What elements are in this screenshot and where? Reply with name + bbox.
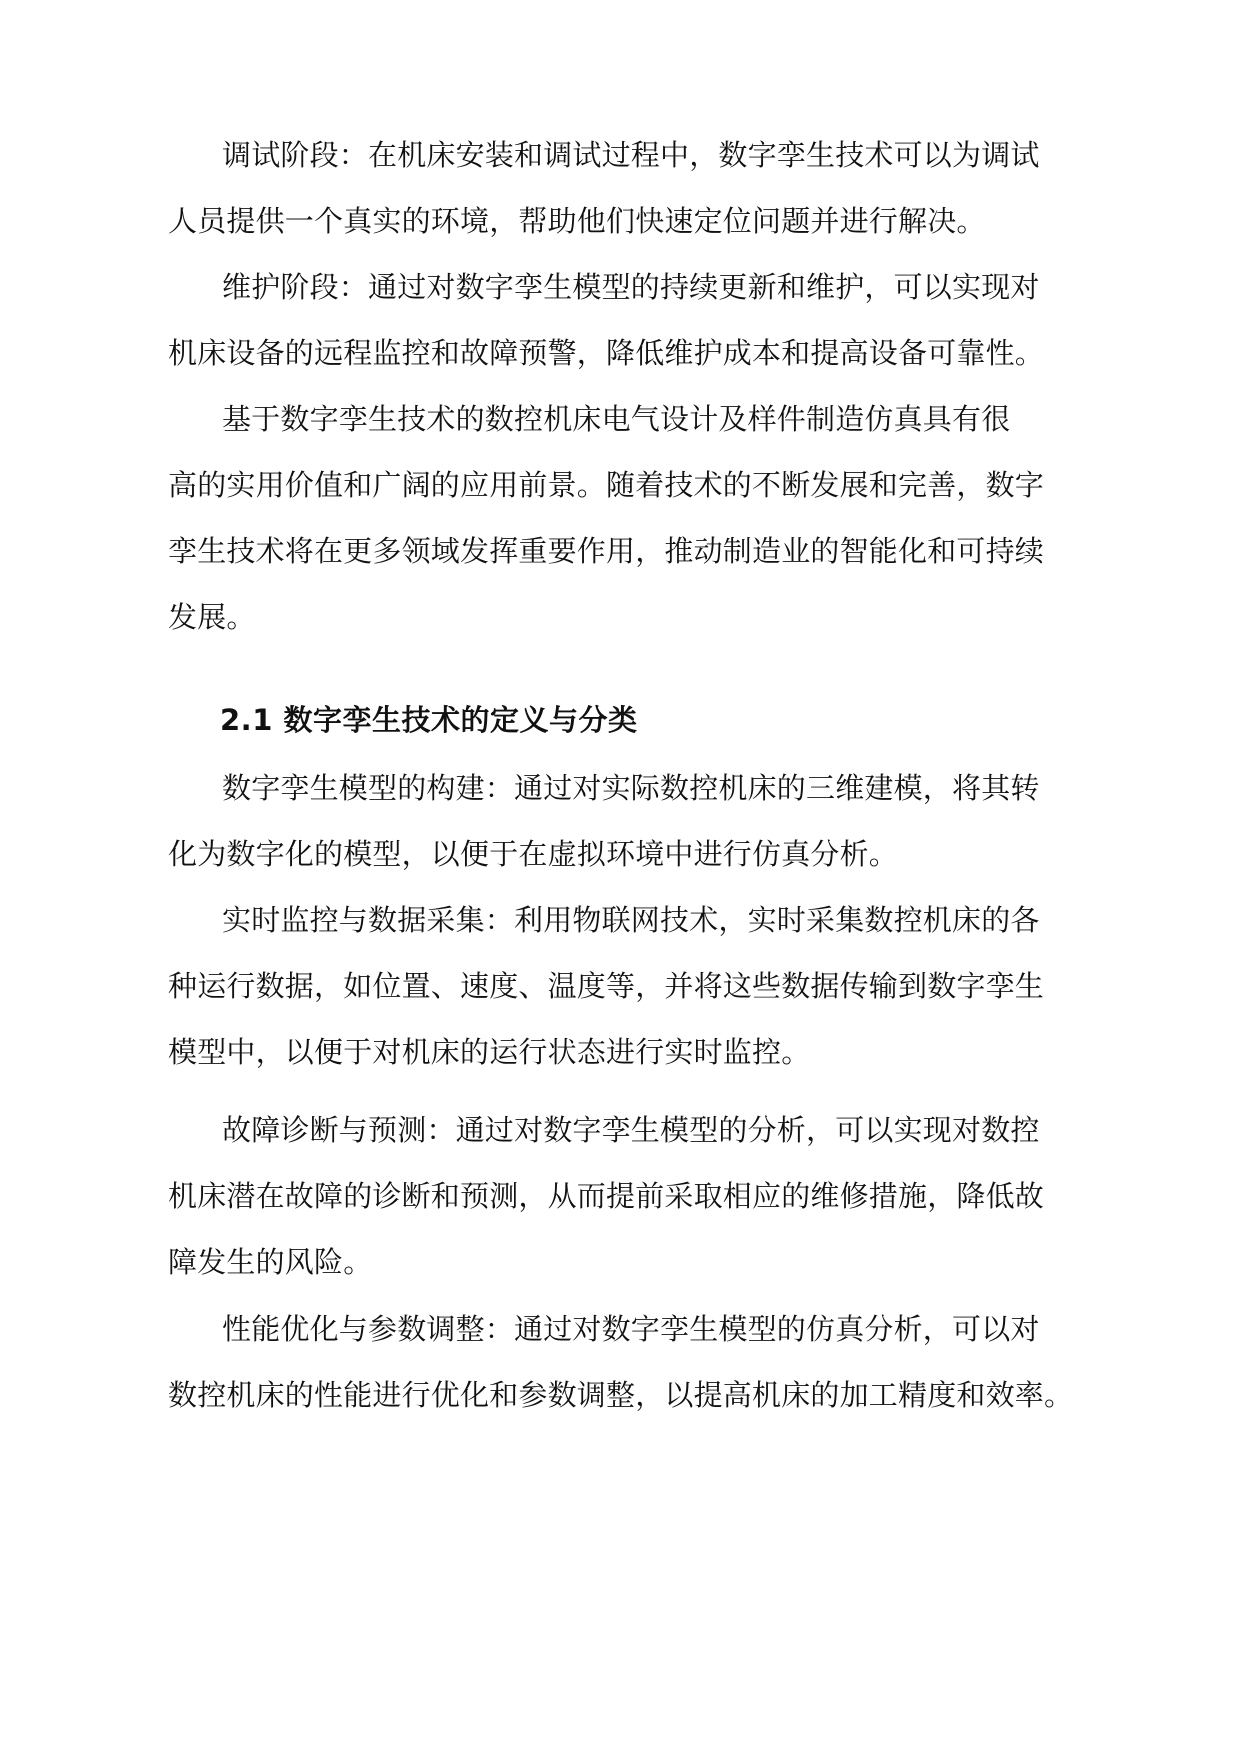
- paragraph-line: 高的实用价值和广阔的应用前景。随着技术的不断发展和完善，数字: [168, 468, 1045, 502]
- paragraph-line: 人员提供一个真实的环境，帮助他们快速定位问题并进行解决。: [168, 204, 986, 238]
- paragraph-line: 机床潜在故障的诊断和预测，从而提前采取相应的维修措施，降低故: [168, 1179, 1045, 1213]
- paragraph-line: 性能优化与参数调整：通过对数字孪生模型的仿真分析，可以对: [222, 1312, 1040, 1346]
- paragraph-line: 维护阶段：通过对数字孪生模型的持续更新和维护，可以实现对: [222, 270, 1040, 304]
- paragraph-line: 化为数字化的模型，以便于在虚拟环境中进行仿真分析。: [168, 837, 899, 871]
- paragraph-line: 模型中，以便于对机床的运行状态进行实时监控。: [168, 1035, 811, 1069]
- paragraph-line: 实时监控与数据采集：利用物联网技术，实时采集数控机床的各: [222, 903, 1040, 937]
- paragraph-line: 发展。: [168, 600, 256, 634]
- paragraph-line: 孪生技术将在更多领域发挥重要作用，推动制造业的智能化和可持续: [168, 534, 1045, 568]
- paragraph-line: 种运行数据，如位置、速度、温度等，并将这些数据传输到数字孪生: [168, 969, 1045, 1003]
- paragraph-line: 基于数字孪生技术的数控机床电气设计及样件制造仿真具有很: [222, 402, 1011, 436]
- paragraph-line: 障发生的风险。: [168, 1245, 373, 1279]
- paragraph-line: 调试阶段：在机床安装和调试过程中，数字孪生技术可以为调试: [222, 138, 1040, 172]
- section-heading: 2.1 数字孪生技术的定义与分类: [220, 703, 638, 737]
- paragraph-line: 数控机床的性能进行优化和参数调整，以提高机床的加工精度和效率。: [168, 1378, 1074, 1412]
- paragraph-line: 数字孪生模型的构建：通过对实际数控机床的三维建模，将其转: [222, 771, 1040, 805]
- paragraph-line: 机床设备的远程监控和故障预警，降低维护成本和提高设备可靠性。: [168, 336, 1045, 370]
- paragraph-line: 故障诊断与预测：通过对数字孪生模型的分析，可以实现对数控: [222, 1113, 1040, 1147]
